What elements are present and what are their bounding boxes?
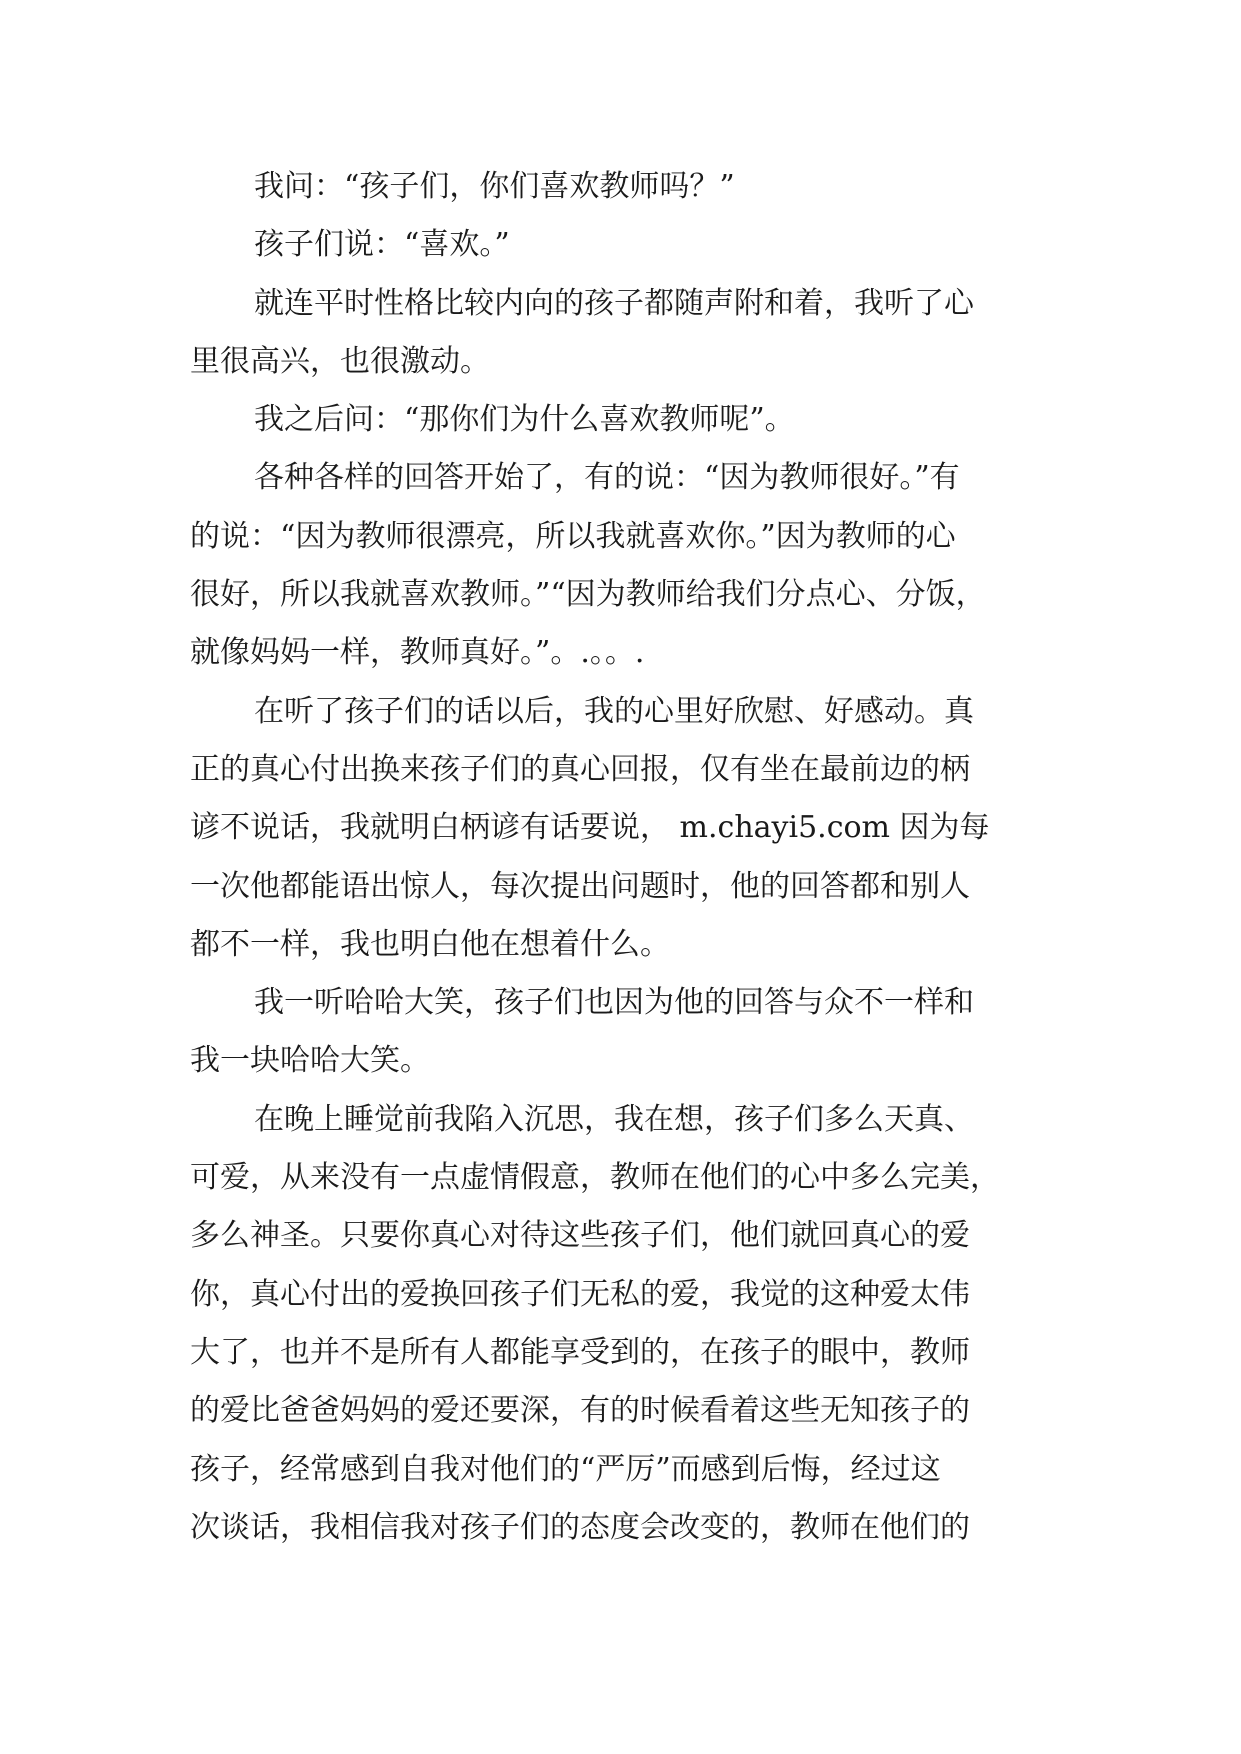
text-line: 在晚上睡觉前我陷入沉思，我在想，孩子们多么天真、 (254, 1101, 974, 1137)
text-line: 里很高兴，也很激动。 (190, 343, 490, 379)
document-body (190, 158, 1050, 1557)
text-line: 我之后问：“那你们为什么喜欢教师呢”。 (254, 402, 795, 438)
text-line: 大了，也并不是所有人都能享受到的，在孩子的眼中，教师 (190, 1334, 970, 1370)
text-line: 我一听哈哈大笑，孩子们也因为他的回答与众不一样和 (254, 985, 974, 1021)
text-line: 多么神圣。只要你真心对待这些孩子们，他们就回真心的爱 (190, 1218, 970, 1254)
text-line: 各种各样的回答开始了，有的说：“因为教师很好。”有 (254, 460, 960, 496)
text-line: 孩子，经常感到自我对他们的“严厉”而感到后悔，经过这 (190, 1451, 941, 1487)
text-line: 都不一样，我也明白他在想着什么。 (190, 926, 670, 962)
text-line: 我问：“孩子们，你们喜欢教师吗？” (254, 169, 735, 204)
text-line: 可爱，从来没有一点虚情假意，教师在他们的心中多么完美， (190, 1160, 1000, 1196)
text-line: 很好，所以我就喜欢教师。”“因为教师给我们分点心、分饭， (190, 577, 986, 613)
text-line: 的爱比爸爸妈妈的爱还要深，有的时候看着这些无知孩子的 (190, 1393, 970, 1429)
text-line: 一次他都能语出惊人，每次提出问题时，他的回答都和别人 (190, 868, 970, 904)
text-line: 正的真心付出换来孩子们的真心回报，仅有坐在最前边的柄 (190, 751, 970, 787)
text-line: 就连平时性格比较内向的孩子都随声附和着，我听了心 (254, 285, 974, 321)
text-line: 次谈话，我相信我对孩子们的态度会改变的，教师在他们的 (190, 1509, 970, 1545)
text-line: 谚不说话，我就明白柄谚有话要说， m.chayi5.com 因为每 (190, 810, 990, 846)
text-line: 你，真心付出的爱换回孩子们无私的爱，我觉的这种爱太伟 (190, 1276, 970, 1312)
text-line: 孩子们说：“喜欢。” (254, 227, 510, 263)
text-line: 的说：“因为教师很漂亮，所以我就喜欢你。”因为教师的心 (190, 518, 956, 554)
text-line: 就像妈妈一样，教师真好。”。.。。. (190, 635, 645, 671)
text-line: 我一块哈哈大笑。 (190, 1043, 430, 1079)
text-line: 在听了孩子们的话以后，我的心里好欣慰、好感动。真 (254, 693, 974, 729)
